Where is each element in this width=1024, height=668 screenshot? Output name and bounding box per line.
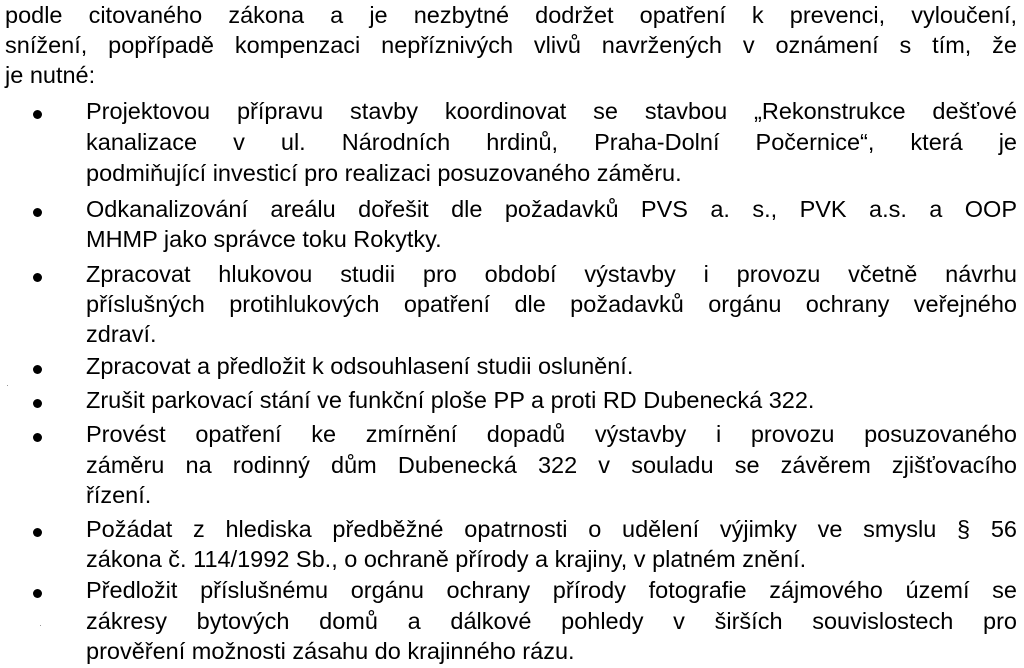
intro-line: snížení, popřípadě kompenzaci nepříznivých vlivů navržených v oznámení s tím, že xyxy=(5,32,1017,58)
list-item-line: Zpracovat a předložit k odsouhlasení studii oslunění. xyxy=(86,353,634,379)
intro-line: podle citovaného zákona a je nezbytné dodržet opatření k prevenci, vyloučení, xyxy=(5,2,1017,28)
list-item-line: MHMP jako správce toku Rokytky. xyxy=(86,226,442,252)
list-item-line: Požádat z hlediska předběžné opatrnosti o udělení výjimky ve smyslu § 56 xyxy=(86,516,1017,542)
bullet-icon xyxy=(33,433,42,442)
bullet-icon xyxy=(33,208,42,217)
bullet-icon xyxy=(33,399,42,408)
list-item-line: řízení. xyxy=(86,482,152,508)
scan-speck xyxy=(40,625,41,626)
intro-line: je nutné: xyxy=(5,62,96,88)
bullet-icon xyxy=(33,365,42,374)
scan-speck xyxy=(7,385,8,386)
list-item-line: zákresy bytových domů a dálkové pohledy v širších souvislostech pro xyxy=(86,608,1017,634)
list-item-line: Provést opatření ke zmírnění dopadů výstavby i provozu posuzovaného xyxy=(86,421,1017,447)
list-item-line: zdraví. xyxy=(86,321,157,347)
list-item-line: záměru na rodinný dům Dubenecká 322 v souladu se závěrem zjišťovacího xyxy=(86,452,1017,478)
list-item-line: Projektovou přípravu stavby koordinovat se stavbou „Rekonstrukce dešťové xyxy=(86,98,1017,124)
list-item-line: zákona č. 114/1992 Sb., o ochraně přírody a krajiny, v platném znění. xyxy=(86,546,807,572)
list-item-line: kanalizace v ul. Národních hrdinů, Praha-Dolní Počernice“, která je xyxy=(86,129,1017,155)
bullet-icon xyxy=(33,273,42,282)
list-item-line: prověření možnosti zásahu do krajinného rázu. xyxy=(86,638,575,664)
list-item-line: Zpracovat hlukovou studii pro období výstavby i provozu včetně návrhu xyxy=(86,261,1017,287)
list-item-line: Odkanalizování areálu dořešit dle požadavků PVS a. s., PVK a.s. a OOP xyxy=(86,196,1017,222)
bullet-icon xyxy=(33,589,42,598)
list-item-line: příslušných protihlukových opatření dle požadavků orgánu ochrany veřejného xyxy=(86,291,1017,317)
bullet-icon xyxy=(33,528,42,537)
list-item-line: podmiňující investicí pro realizaci posuzovaného záměru. xyxy=(86,160,682,186)
list-item-line: Zrušit parkovací stání ve funkční ploše PP a proti RD Dubenecká 322. xyxy=(86,387,815,413)
bullet-icon xyxy=(33,110,42,119)
list-item-line: Předložit příslušnému orgánu ochrany přírody fotografie zájmového území se xyxy=(86,577,1017,603)
